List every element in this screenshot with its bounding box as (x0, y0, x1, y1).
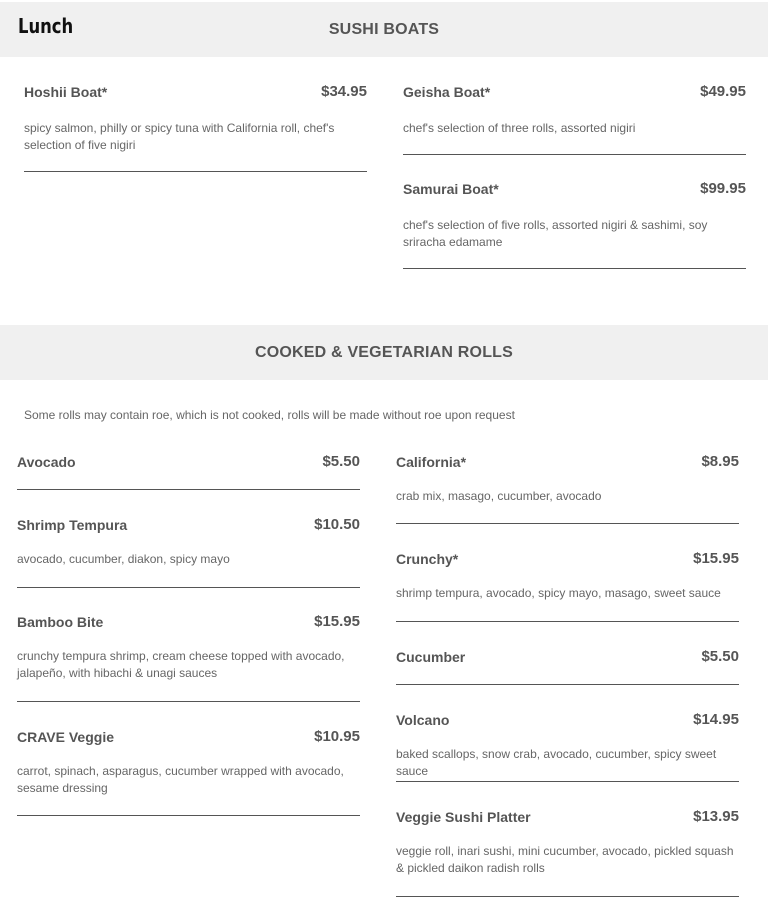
item-price: $8.95 (701, 453, 739, 470)
item-price: $5.50 (701, 648, 739, 665)
item-price: $10.50 (314, 516, 360, 533)
item-description: chef's selection of five rolls, assorted nigiri & sashimi, soy sriracha edamame (403, 218, 708, 249)
divider (17, 489, 360, 490)
item-description: spicy salmon, philly or spicy tuna with California roll, chef's selection of five nigiri (24, 121, 335, 152)
item-name: Cucumber (396, 649, 466, 665)
item-price: $49.95 (700, 83, 746, 100)
menu-item[interactable] (403, 181, 746, 251)
divider (17, 815, 360, 816)
item-price: $13.95 (693, 808, 739, 825)
menu-item[interactable] (17, 454, 360, 474)
item-name: Hoshii Boat* (24, 84, 108, 100)
item-description: avocado, cucumber, diakon, spicy mayo (17, 552, 230, 566)
menu-item[interactable] (396, 649, 739, 669)
divider (17, 701, 360, 702)
item-description: carrot, spinach, asparagus, cucumber wrapped with avocado, sesame dressing (17, 764, 344, 795)
divider (396, 684, 739, 685)
item-price: $14.95 (693, 711, 739, 728)
divider (403, 154, 746, 155)
section-note: Some rolls may contain roe, which is not cooked, rolls will be made without roe upon request (24, 408, 515, 422)
item-name: Geisha Boat* (403, 84, 491, 100)
item-name: Crunchy* (396, 551, 459, 567)
item-description: shrimp tempura, avocado, spicy mayo, masago, sweet sauce (396, 586, 721, 600)
divider (403, 268, 746, 269)
menu-item[interactable] (396, 809, 739, 877)
item-description: crunchy tempura shrimp, cream cheese topped with avocado, jalapeño, with hibachi & unagi sauces (17, 649, 345, 680)
item-price: $10.95 (314, 728, 360, 745)
item-name: Veggie Sushi Platter (396, 809, 531, 825)
menu-item[interactable] (403, 84, 746, 137)
item-price: $34.95 (321, 83, 367, 100)
item-name: California* (396, 454, 467, 470)
item-description: crab mix, masago, cucumber, avocado (396, 489, 602, 503)
section-title-sushi-boats: SUSHI BOATS (328, 21, 440, 38)
item-price: $99.95 (700, 180, 746, 197)
item-price: $15.95 (693, 550, 739, 567)
item-name: Volcano (396, 712, 450, 728)
item-price: $5.50 (322, 453, 360, 470)
divider (396, 621, 739, 622)
item-name: Samurai Boat* (403, 181, 499, 197)
page-title: Lunch (18, 14, 74, 38)
item-name: CRAVE Veggie (17, 729, 114, 745)
divider (17, 587, 360, 588)
menu-item[interactable] (396, 454, 739, 505)
divider (396, 896, 739, 897)
menu-item[interactable] (396, 712, 739, 780)
item-name: Shrimp Tempura (17, 517, 128, 533)
menu-item[interactable] (24, 84, 367, 154)
divider (396, 523, 739, 524)
item-price: $15.95 (314, 613, 360, 630)
menu-item[interactable] (396, 551, 739, 602)
menu-item[interactable] (17, 729, 360, 797)
menu-item[interactable] (17, 614, 360, 682)
section-title-cooked-rolls: COOKED & VEGETARIAN ROLLS (254, 344, 514, 361)
divider (396, 781, 739, 782)
menu-item[interactable] (17, 517, 360, 568)
item-name: Avocado (17, 454, 76, 470)
divider (24, 171, 367, 172)
item-name: Bamboo Bite (17, 614, 104, 630)
item-description: veggie roll, inari sushi, mini cucumber, avocado, pickled squash & pickled daikon radish rolls (396, 844, 734, 875)
item-description: baked scallops, snow crab, avocado, cucumber, spicy sweet sauce (396, 747, 717, 778)
item-description: chef's selection of three rolls, assorted nigiri (403, 121, 636, 135)
